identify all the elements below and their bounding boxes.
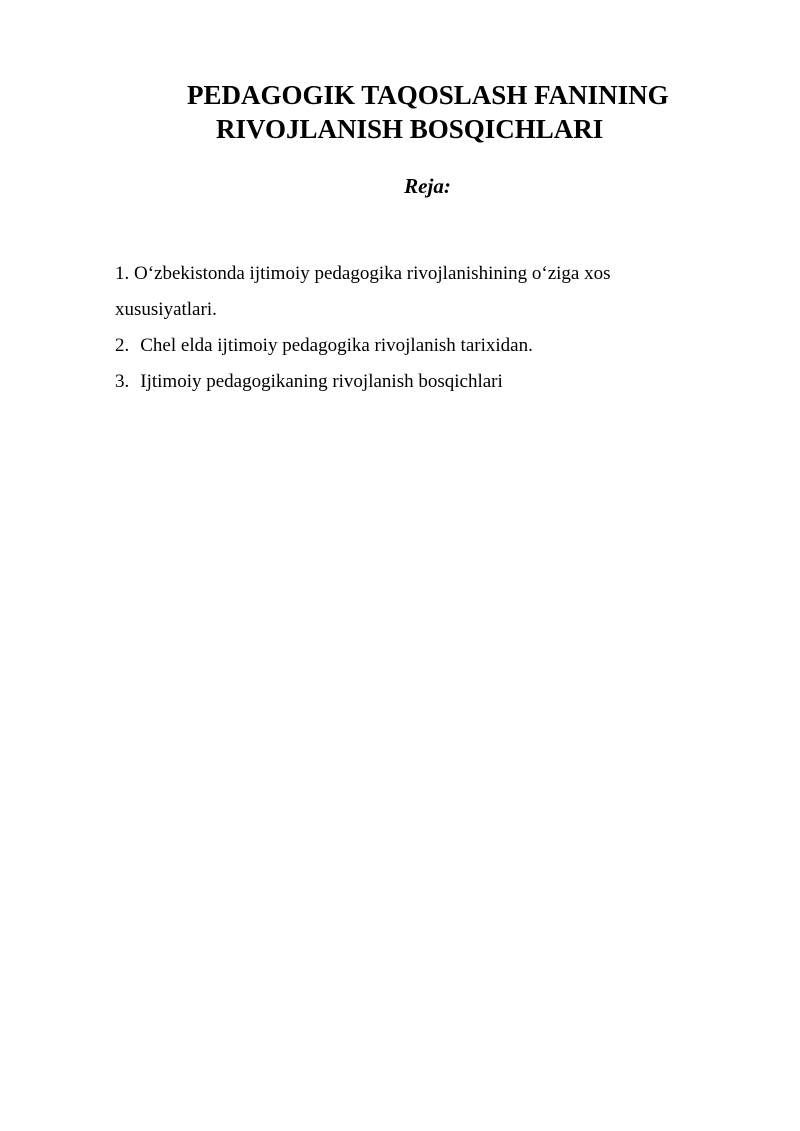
plan-item-3: [115, 364, 715, 400]
plan-item-2-text: Chel elda ijtimoiy pedagogika rivojlanish tarixidan.: [140, 335, 533, 356]
plan-item-2-number: 2.: [115, 335, 130, 356]
plan-item-1: [115, 256, 715, 328]
plan-item-1-text: O‘zbekistonda ijtimoiy pedagogika rivojlanishining o‘ziga xos: [134, 263, 611, 284]
plan-item-3-number: 3.: [115, 371, 130, 392]
title-line-2: RIVOJLANISH BOSQICHLARI: [216, 114, 604, 144]
plan-item-1-continuation: xususiyatlari.: [115, 299, 217, 320]
plan-heading: Reja:: [404, 174, 451, 198]
title-line-1: PEDAGOGIK TAQOSLASH FANINING: [187, 80, 669, 110]
document-title: [150, 78, 750, 146]
plan-item-3-text: Ijtimoiy pedagogikaning rivojlanish bosqichlari: [140, 371, 503, 392]
plan-item-1-number: 1.: [115, 263, 130, 284]
plan-list: [115, 256, 715, 400]
plan-item-2: [115, 328, 715, 364]
